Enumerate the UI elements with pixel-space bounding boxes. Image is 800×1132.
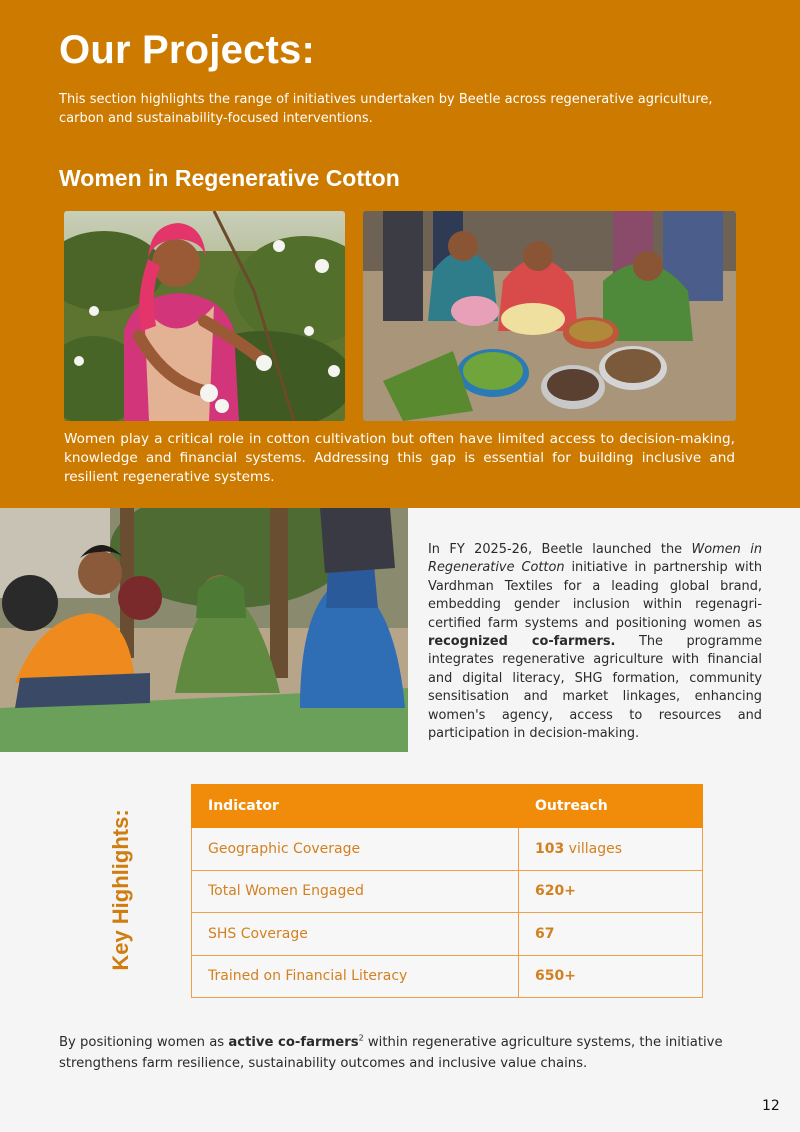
outreach-cell: 103 villages <box>519 828 703 871</box>
indicator-cell: SHS Coverage <box>192 913 519 956</box>
photo-field-engagement <box>0 508 408 752</box>
photo-woman-picking-cotton <box>64 211 345 421</box>
intro-text: This section highlights the range of initiatives undertaken by Beetle across regenerative agriculture, carbon and sustainability-focused interventions. <box>59 92 713 126</box>
outreach-cell: 650+ <box>519 955 703 998</box>
header-outreach: Outreach <box>519 785 703 828</box>
key-highlights-label: Key Highlights: <box>108 809 133 971</box>
photo-women-preparing-inputs <box>363 211 736 421</box>
indicator-cell: Trained on Financial Literacy <box>192 955 519 998</box>
section-title: Women in Regenerative Cotton <box>59 165 400 191</box>
closing-paragraph: By positioning women as active co-farmers$^2$ within regenerative agriculture systems, the initiative strengthens farm resilience, sustainability outcomes and inclusive value chains. <box>59 1033 723 1071</box>
outreach-cell: 620+ <box>519 870 703 913</box>
header-indicator: Indicator <box>192 785 519 828</box>
section-intro-text: Women play a critical role in cotton cultivation but often have limited access to decision-making, knowledge and financial systems. Addressing this gap is essential for building inclusive and resilient regenerative systems. <box>64 431 735 485</box>
table-row <box>192 913 703 956</box>
page-number: 12 <box>762 1098 780 1114</box>
table-row <box>192 828 703 871</box>
project-description: In FY 2025-26, Beetle launched the Women in Regenerative Cotton initiative in partnership with Vardhman Textiles for a leading global brand, embedding gender inclusion within regenagri-certified farm systems and positioning women as recognized co-farmers. The programme integrates regenerative agriculture with financial and digital literacy, SHG formation, community sensitisation and market linkages, enhancing women's agency, access to resources and participation in decision-making. <box>428 542 763 742</box>
page-title: Our Projects: <box>59 28 315 72</box>
key-highlights-table <box>191 784 703 998</box>
table-row <box>192 870 703 913</box>
outreach-cell: 67 <box>519 913 703 956</box>
indicator-cell: Total Women Engaged <box>192 870 519 913</box>
footnote-marker[interactable]: 2 <box>358 1033 364 1043</box>
table-header-row <box>192 785 703 828</box>
table-row <box>192 955 703 998</box>
indicator-cell: Geographic Coverage <box>192 828 519 871</box>
